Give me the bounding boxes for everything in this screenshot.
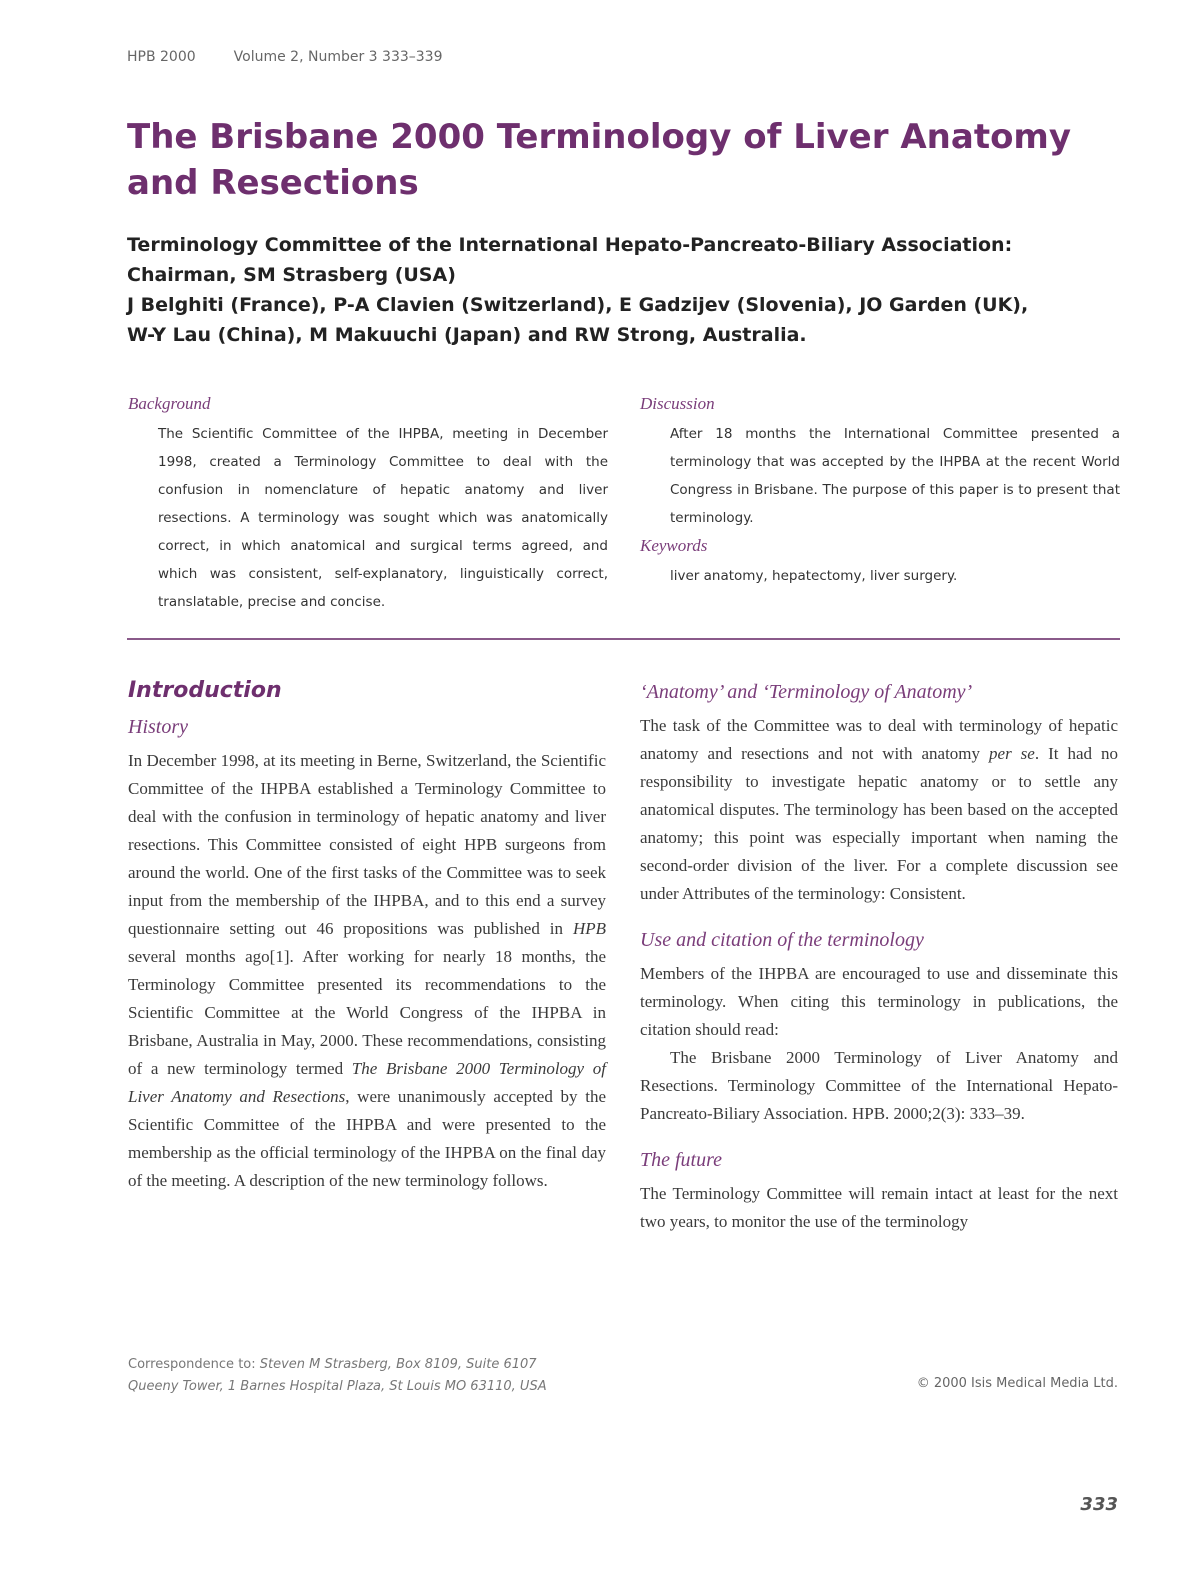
future-heading: The future bbox=[640, 1149, 723, 1171]
introduction-heading: Introduction bbox=[128, 678, 282, 703]
anatomy-paragraph bbox=[640, 712, 1118, 908]
anatomy-text-2: . It had no responsibility to investigate hepatic anatomy or to settle any anatomical disputes. The terminology has been based on the accepted anatomy; this point was especially important when naming the second-order division of the liver. For a complete discussion see under Attributes of the terminology: Consistent. bbox=[640, 744, 1118, 903]
copyright: © 2000 Isis Medical Media Ltd. bbox=[916, 1376, 1118, 1391]
history-text-3: , were unanimously accepted by the Scientific Committee of the IHPBA and were presented to the membership as the official terminology of the IHPBA on the final day of the meeting. A description of the new terminology follows. bbox=[128, 1087, 606, 1190]
keywords-text: liver anatomy, hepatectomy, liver surgery. bbox=[670, 568, 958, 584]
keywords-heading: Keywords bbox=[640, 536, 708, 555]
correspondence-label: Correspondence to: bbox=[128, 1357, 256, 1372]
article-title-line-2: and Resections bbox=[127, 163, 419, 203]
discussion-text: After 18 months the International Committee presented a terminology that was accepted by the IHPBA at the recent World Congress in Brisbane. The purpose of this paper is to present that terminology. bbox=[670, 426, 1120, 526]
author-line-1: Terminology Committee of the International Hepato-Pancreato-Biliary Association: bbox=[127, 234, 1013, 256]
abstract-discussion bbox=[640, 394, 1120, 590]
citation-paragraph-1: Members of the IHPBA are encouraged to use and disseminate this terminology. When citing this terminology in publications, the citation should read: bbox=[640, 964, 1118, 1039]
correspondence bbox=[128, 1354, 648, 1398]
citation-paragraph-2: The Brisbane 2000 Terminology of Liver Anatomy and Resections. Terminology Committee of the International Hepato-Pancreato-Biliary Association. HPB. 2000;2(3): 333–39. bbox=[640, 1048, 1118, 1123]
anatomy-text-1: The task of the Committee was to deal with terminology of hepatic anatomy and resections and not with anatomy bbox=[640, 716, 1118, 763]
page-number: 333 bbox=[1080, 1494, 1118, 1515]
abstract-background bbox=[128, 394, 608, 616]
journal-ref: HPB bbox=[572, 919, 606, 938]
citation-heading: Use and citation of the terminology bbox=[640, 929, 924, 951]
per-se: per se bbox=[989, 744, 1035, 763]
background-heading: Background bbox=[128, 394, 211, 413]
history-text-1: In December 1998, at its meeting in Berne, Switzerland, the Scientific Committee of the IHPBA established a Terminology Committee to deal with the confusion in terminology of hepatic anatomy and liver resections. This Committee consisted of eight HPB surgeons from around the world. One of the first tasks of the Committee was to seek input from the membership of the IHPBA, and to this end a survey questionnaire setting out 46 propositions was published in bbox=[128, 751, 606, 938]
correspondence-line-1: Steven M Strasberg, Box 8109, Suite 6107 bbox=[259, 1357, 537, 1372]
journal-header bbox=[127, 49, 480, 65]
discussion-heading: Discussion bbox=[640, 394, 715, 413]
article-title-line-1: The Brisbane 2000 Terminology of Liver Anatomy bbox=[127, 117, 1072, 157]
author-line-4: W-Y Lau (China), M Makuuchi (Japan) and RW Strong, Australia. bbox=[127, 324, 807, 346]
journal-volume: Volume 2, Number 3 333–339 bbox=[233, 49, 443, 65]
history-heading: History bbox=[128, 716, 188, 738]
terminology-title: The Brisbane 2000 Terminology of Liver Anatomy and Resections bbox=[128, 1059, 606, 1106]
author-line-2: Chairman, SM Strasberg (USA) bbox=[127, 264, 456, 286]
anatomy-heading: ‘Anatomy’ and ‘Terminology of Anatomy’ bbox=[640, 681, 973, 703]
history-paragraph bbox=[128, 747, 606, 1195]
future-paragraph: The Terminology Committee will remain intact at least for the next two years, to monitor the use of the terminology bbox=[640, 1184, 1118, 1231]
correspondence-line-2: Queeny Tower, 1 Barnes Hospital Plaza, St Louis MO 63110, USA bbox=[128, 1379, 547, 1394]
history-text-2: several months ago[1]. After working for nearly 18 months, the Terminology Committee presented its recommendations to the Scientific Committee at the World Congress of the IHPBA in Brisbane, Australia in May, 2000. These recommendations, consisting of a new terminology termed bbox=[128, 947, 606, 1078]
body-column-left bbox=[128, 678, 606, 1195]
body-column-right bbox=[640, 678, 1118, 1236]
background-text: The Scientific Committee of the IHPBA, meeting in December 1998, created a Terminology Committee to deal with the confusion in nomenclature of hepatic anatomy and liver resections. A terminology was sought which was anatomically correct, in which anatomical and surgical terms agreed, and which was consistent, self-explanatory, linguistically correct, translatable, precise and concise. bbox=[158, 426, 608, 610]
journal-name: HPB 2000 bbox=[127, 49, 196, 65]
author-block bbox=[127, 230, 1107, 350]
section-divider bbox=[127, 638, 1120, 640]
article-title bbox=[127, 114, 1087, 206]
author-line-3: J Belghiti (France), P-A Clavien (Switzerland), E Gadzijev (Slovenia), JO Garden (UK), bbox=[127, 294, 1029, 316]
